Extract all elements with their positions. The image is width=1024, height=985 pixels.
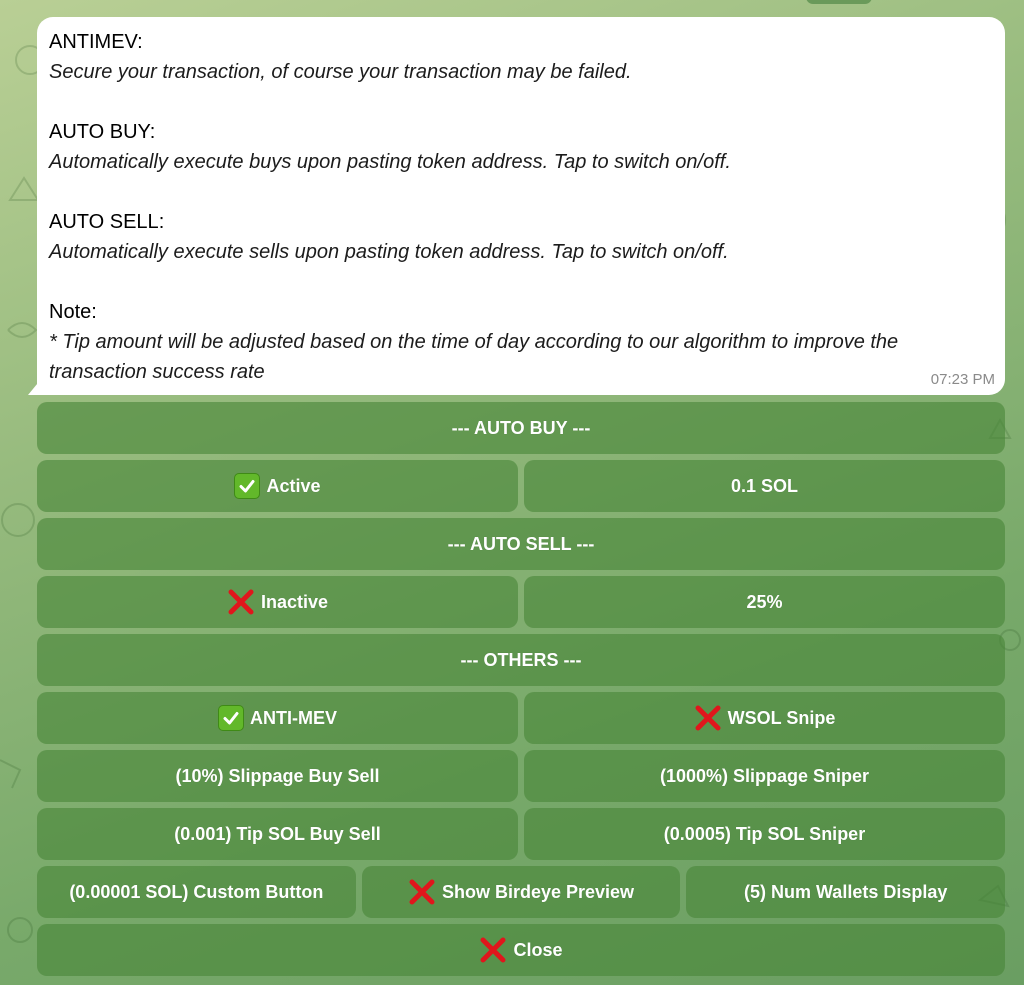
auto-sell-toggle-button[interactable]: Inactive xyxy=(37,576,518,628)
section-colon: : xyxy=(91,301,97,323)
cross-mark-icon xyxy=(694,704,722,732)
auto-sell-header-button[interactable]: --- AUTO SELL --- xyxy=(37,518,1005,570)
message-timestamp: 07:23 PM xyxy=(930,371,995,388)
tip-buy-sell-button[interactable]: (0.001) Tip SOL Buy Sell xyxy=(37,808,518,860)
section-description: * Tip amount will be adjusted based on the time of day according to our algorithm to improve the transaction success rate xyxy=(49,331,899,383)
section-title: AUTO SELL xyxy=(49,211,159,233)
section-title: AUTO BUY xyxy=(49,121,150,143)
message-bubble xyxy=(37,17,1005,395)
anti-mev-toggle-button[interactable]: ANTI-MEV xyxy=(37,692,518,744)
section-auto-buy xyxy=(49,117,993,177)
section-description: Secure your transaction, of course your transaction may be failed. xyxy=(49,61,632,83)
auto-buy-toggle-button[interactable]: Active xyxy=(37,460,518,512)
tip-sniper-button[interactable]: (0.0005) Tip SOL Sniper xyxy=(524,808,1005,860)
cross-mark-icon xyxy=(479,936,507,964)
section-auto-sell xyxy=(49,207,993,267)
cross-mark-icon xyxy=(227,588,255,616)
slippage-sniper-button[interactable]: (1000%) Slippage Sniper xyxy=(524,750,1005,802)
section-antimev xyxy=(49,27,993,87)
others-header-button[interactable]: --- OTHERS --- xyxy=(37,634,1005,686)
section-title: ANTIMEV xyxy=(49,31,138,53)
section-note xyxy=(49,297,993,387)
check-mark-icon xyxy=(234,473,260,499)
birdeye-preview-toggle-button[interactable]: Show Birdeye Preview xyxy=(362,866,681,918)
section-colon: : xyxy=(158,211,165,233)
wsol-snipe-toggle-button[interactable]: WSOL Snipe xyxy=(524,692,1005,744)
auto-buy-amount-button[interactable]: 0.1 SOL xyxy=(524,460,1005,512)
inline-keyboard xyxy=(37,402,1005,982)
section-description: Automatically execute sells upon pasting token address. Tap to switch on/off. xyxy=(49,241,729,263)
section-description: Automatically execute buys upon pasting token address. Tap to switch on/off. xyxy=(49,151,731,173)
close-button[interactable]: Close xyxy=(37,924,1005,976)
cross-mark-icon xyxy=(408,878,436,906)
section-title: Note xyxy=(49,301,92,323)
slippage-buy-sell-button[interactable]: (10%) Slippage Buy Sell xyxy=(37,750,518,802)
num-wallets-display-button[interactable]: (5) Num Wallets Display xyxy=(686,866,1005,918)
auto-sell-percent-button[interactable]: 25% xyxy=(524,576,1005,628)
section-colon: : xyxy=(149,121,156,143)
custom-button-amount-button[interactable]: (0.00001 SOL) Custom Button xyxy=(37,866,356,918)
section-colon: : xyxy=(137,31,143,53)
auto-buy-header-button[interactable]: --- AUTO BUY --- xyxy=(37,402,1005,454)
check-mark-icon xyxy=(218,705,244,731)
previous-keyboard-edge xyxy=(806,0,872,4)
